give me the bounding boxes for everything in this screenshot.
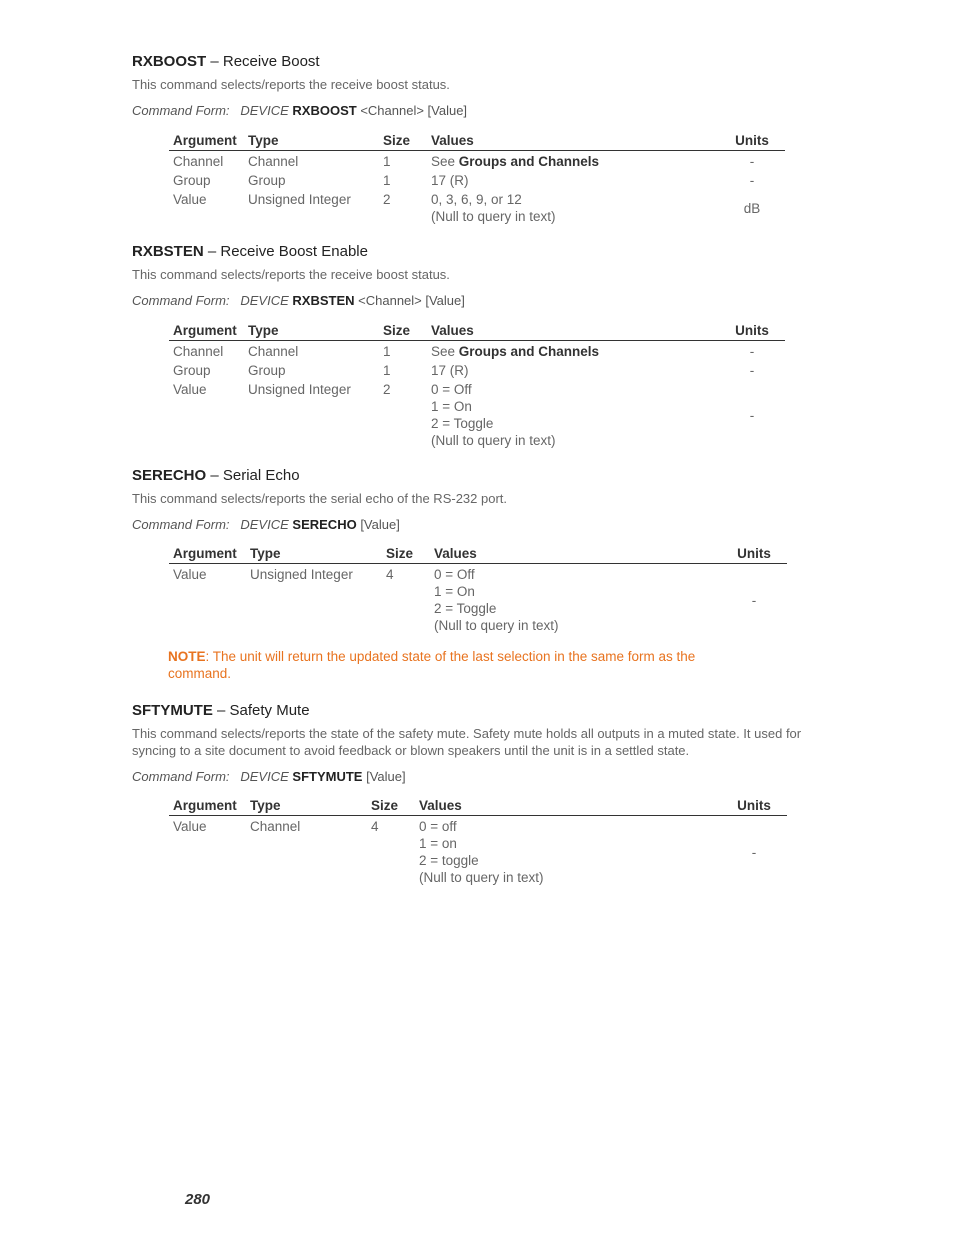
section-description: This command selects/reports the receive boost status. <box>132 77 450 92</box>
section-title <box>132 702 827 720</box>
command-description-title: – Safety Mute <box>212 702 310 719</box>
cell-type: Unsigned Integer <box>250 567 353 582</box>
column-header: Size <box>379 132 427 151</box>
form-command: RXBSTEN <box>292 293 355 308</box>
column-header: Type <box>246 545 382 564</box>
cell-units: - <box>751 592 757 608</box>
command-form: Command Form: DEVICE RXBSTEN <Channel> [Value] <box>132 293 465 308</box>
column-header: Type <box>246 797 367 816</box>
cell-units: dB <box>743 200 761 216</box>
cell-values <box>427 360 725 379</box>
command-name: SFTYMUTE <box>132 702 213 719</box>
column-header: Values <box>430 545 727 564</box>
cell-values <box>427 341 725 361</box>
cell-units: - <box>749 363 755 378</box>
column-header: Units <box>725 132 785 151</box>
cell-arg: Value <box>173 192 207 207</box>
cell-arg: Value <box>173 567 207 582</box>
form-device: DEVICE <box>240 517 289 532</box>
form-device: DEVICE <box>240 103 289 118</box>
value-line: 1 = On <box>434 584 475 599</box>
value-line: (Null to query in text) <box>431 433 556 448</box>
table-row <box>169 341 785 361</box>
form-command: SERECHO <box>292 517 357 532</box>
section-serecho <box>132 467 832 533</box>
cell-values <box>427 151 725 171</box>
column-header: Units <box>727 797 787 816</box>
cell-values <box>430 564 727 635</box>
arguments-table <box>169 797 787 886</box>
form-device: DEVICE <box>240 293 289 308</box>
command-description-title: – Receive Boost Enable <box>203 243 368 260</box>
cell-values <box>427 170 725 189</box>
column-header: Argument <box>169 322 244 341</box>
column-header: Argument <box>169 797 246 816</box>
column-header: Units <box>725 322 785 341</box>
table-row <box>169 360 785 379</box>
note-text: : The unit will return the updated state of the last selection in the same form as the command. <box>168 649 696 681</box>
value-line: (Null to query in text) <box>431 209 556 224</box>
cell-size: 1 <box>383 173 391 188</box>
section-description: This command selects/reports the serial echo of the RS-232 port. <box>132 491 508 506</box>
cell-units: - <box>749 154 755 169</box>
value-line: 2 = Toggle <box>431 416 494 431</box>
table-row <box>169 816 787 887</box>
section-sftymute <box>132 702 827 785</box>
column-header: Argument <box>169 132 244 151</box>
cell-type: Group <box>248 363 286 378</box>
arguments-table <box>169 322 785 449</box>
form-command: SFTYMUTE <box>292 769 363 784</box>
column-header: Values <box>427 322 725 341</box>
cell-size: 4 <box>386 567 394 582</box>
cell-units: - <box>749 173 755 188</box>
command-form: Command Form: DEVICE SERECHO [Value] <box>132 517 400 532</box>
table-row <box>169 170 785 189</box>
value-line: 0, 3, 6, 9, or 12 <box>431 192 522 207</box>
command-form: Command Form: DEVICE RXBOOST <Channel> [Value] <box>132 103 468 118</box>
section-rxboost <box>132 53 832 119</box>
form-args: <Channel> [Value] <box>356 103 468 118</box>
column-header: Values <box>415 797 727 816</box>
cell-size: 1 <box>383 344 391 359</box>
cell-values <box>427 189 725 225</box>
section-title <box>132 53 832 71</box>
cell-units: - <box>749 344 755 359</box>
cell-units: - <box>749 407 755 423</box>
cell-arg: Group <box>173 363 211 378</box>
table-row <box>169 564 787 635</box>
table-row <box>169 151 785 171</box>
value-line: 0 = Off <box>434 567 475 582</box>
command-name: SERECHO <box>132 467 207 484</box>
section-title <box>132 467 832 485</box>
value-line: 0 = off <box>419 819 457 834</box>
cell-values <box>415 816 727 887</box>
command-name: RXBOOST <box>132 53 207 70</box>
note <box>168 648 738 682</box>
value-line: (Null to query in text) <box>419 870 544 885</box>
cell-arg: Value <box>173 382 207 397</box>
table-header-row <box>169 132 785 151</box>
cell-arg: Channel <box>173 344 224 359</box>
page-number: 280 <box>185 1191 211 1208</box>
value-line: See Groups and Channels <box>431 154 600 169</box>
cell-type: Unsigned Integer <box>248 192 351 207</box>
arguments-table <box>169 132 785 225</box>
cell-type: Channel <box>250 819 301 834</box>
section-description: This command selects/reports the receive boost status. <box>132 267 450 282</box>
cell-type: Channel <box>248 154 299 169</box>
cell-size: 4 <box>371 819 379 834</box>
cell-type: Group <box>248 173 286 188</box>
section-title <box>132 243 832 261</box>
cell-arg: Channel <box>173 154 224 169</box>
table-header-row <box>169 797 787 816</box>
form-args: <Channel> [Value] <box>354 293 465 308</box>
form-device: DEVICE <box>240 769 289 784</box>
section-description: This command selects/reports the state of the safety mute. Safety mute holds all outputs in a muted state. It used for syncing to a site document to avoid feedback or blown speakers until the unit is in a settled state. <box>132 726 802 758</box>
cell-type: Channel <box>248 344 299 359</box>
arguments-table <box>169 545 787 634</box>
value-line: (Null to query in text) <box>434 618 559 633</box>
value-line: 2 = toggle <box>419 853 479 868</box>
cell-type: Unsigned Integer <box>248 382 351 397</box>
column-header: Values <box>427 132 725 151</box>
column-header: Argument <box>169 545 246 564</box>
cell-arg: Value <box>173 819 207 834</box>
value-line: See Groups and Channels <box>431 344 600 359</box>
value-line: 2 = Toggle <box>434 601 497 616</box>
table-header-row <box>169 545 787 564</box>
section-rxbsten <box>132 243 832 309</box>
command-description-title: – Receive Boost <box>206 53 320 70</box>
cell-values <box>427 379 725 449</box>
column-header: Type <box>244 322 379 341</box>
cell-units: - <box>751 844 757 860</box>
value-line: 17 (R) <box>431 173 469 188</box>
value-line: 1 = on <box>419 836 457 851</box>
table-header-row <box>169 322 785 341</box>
value-line: 1 = On <box>431 399 472 414</box>
cell-size: 1 <box>383 363 391 378</box>
note-label: NOTE <box>168 649 206 664</box>
command-name: RXBSTEN <box>132 243 204 260</box>
column-header: Size <box>367 797 415 816</box>
form-args: [Value] <box>362 769 406 784</box>
table-row <box>169 189 785 225</box>
cell-size: 2 <box>383 192 391 207</box>
value-line: 0 = Off <box>431 382 472 397</box>
column-header: Type <box>244 132 379 151</box>
command-form: Command Form: DEVICE SFTYMUTE [Value] <box>132 769 406 784</box>
column-header: Units <box>727 545 787 564</box>
command-description-title: – Serial Echo <box>206 467 300 484</box>
value-line: 17 (R) <box>431 363 469 378</box>
column-header: Size <box>379 322 427 341</box>
form-args: [Value] <box>356 517 400 532</box>
cell-size: 1 <box>383 154 391 169</box>
form-command: RXBOOST <box>292 103 357 118</box>
cell-size: 2 <box>383 382 391 397</box>
column-header: Size <box>382 545 430 564</box>
table-row <box>169 379 785 449</box>
cell-arg: Group <box>173 173 211 188</box>
